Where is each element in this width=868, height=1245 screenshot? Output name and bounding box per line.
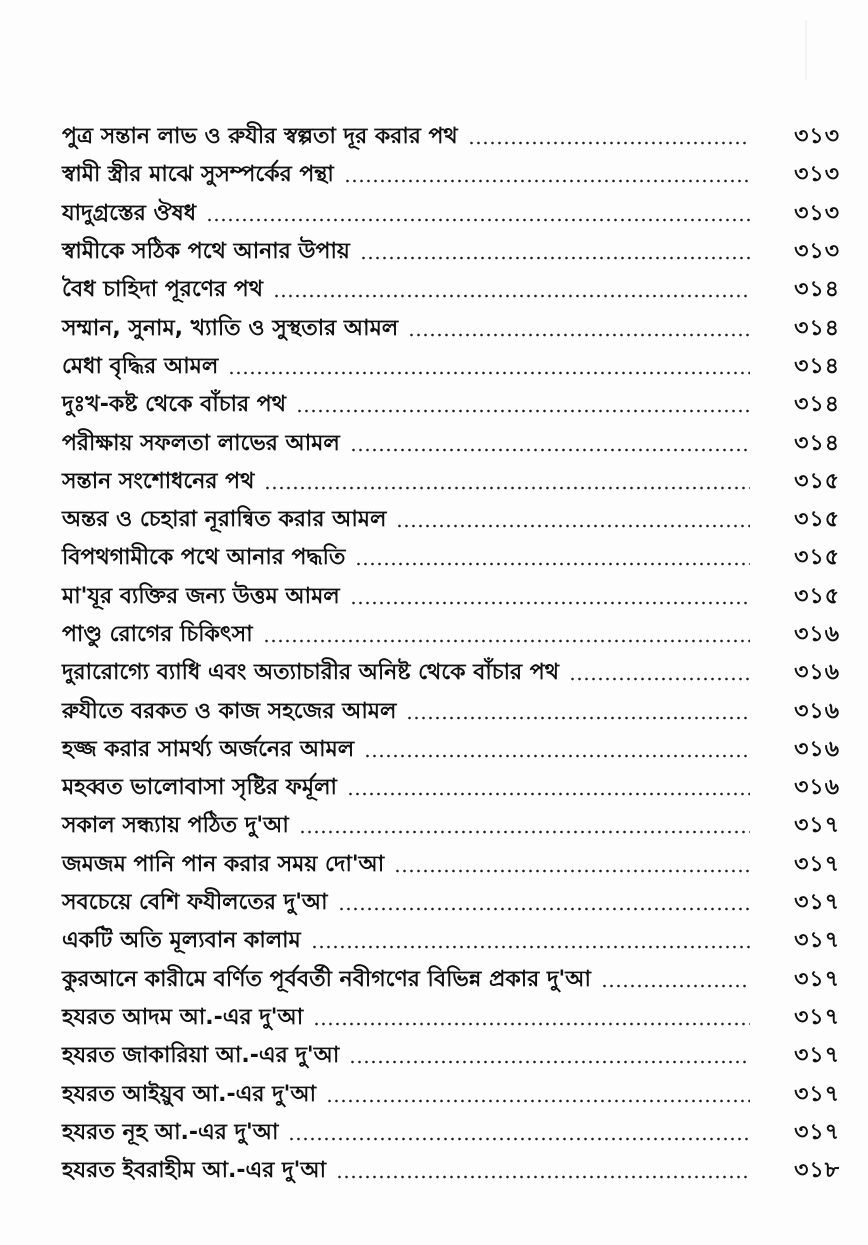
scan-artifact — [805, 20, 807, 80]
toc-entry — [62, 386, 840, 424]
toc-entry-page-number: ৩১৩ — [794, 239, 840, 265]
toc-entry-page-number: ৩১৫ — [794, 507, 840, 533]
toc-entry-title: পাণ্ডু রোগের চিকিৎসা — [62, 622, 253, 647]
dot-leader — [299, 828, 750, 836]
toc-entry-page-number: ৩১৪ — [794, 315, 840, 341]
toc-entry — [62, 578, 840, 616]
dot-leader — [569, 675, 750, 683]
dot-leader — [228, 369, 750, 377]
toc-entry-title: জমজম পানি পান করার সময় দো'আ — [62, 851, 385, 877]
toc-entry — [62, 846, 840, 884]
toc-entry — [62, 463, 840, 501]
dot-leader — [364, 752, 750, 760]
toc-entry-title: হযরত নূহ আ.-এর দু'আ — [62, 1119, 279, 1145]
toc-entry-page-number: ৩১৭ — [794, 1081, 840, 1107]
dot-leader — [263, 637, 750, 645]
toc-entry-title: হযরত ইবরাহীম আ.-এর দু'আ — [62, 1158, 326, 1184]
dot-leader — [288, 1135, 750, 1143]
toc-entry-page-number: ৩১৭ — [794, 851, 840, 877]
toc-entry-title: সবচেয়ে বেশি ফযীলতের দু'আ — [62, 890, 328, 916]
toc-entry — [62, 1114, 840, 1152]
toc-entry-page-number: ৩১৭ — [794, 1043, 840, 1069]
toc-entry-title: বিপথগামীকে পথে আনার পদ্ধতি — [62, 545, 346, 571]
toc-entry-title: হযরত জাকারিয়া আ.-এর দু'আ — [62, 1043, 340, 1069]
toc-entry-title: একটি অতি মূল্যবান কালাম — [62, 928, 301, 954]
toc-entry — [62, 539, 840, 577]
toc-entry-title: স্বামী স্ত্রীর মাঝে সুসম্পর্কের পন্থা — [62, 162, 334, 188]
toc-entry-page-number: ৩১৬ — [794, 775, 840, 801]
dot-leader — [601, 982, 750, 990]
toc-entry-page-number: ৩১৭ — [794, 1004, 840, 1030]
toc-entry-page-number: ৩১৬ — [794, 736, 840, 762]
toc-entry — [62, 118, 840, 156]
toc-entry — [62, 1152, 840, 1190]
dot-leader — [344, 177, 750, 185]
toc-entry-title: অন্তর ও চেহারা নূরান্বিত করার আমল — [62, 507, 387, 533]
toc-entry-page-number: ৩১৩ — [794, 200, 840, 226]
toc-entry — [62, 769, 840, 807]
dot-leader — [311, 943, 750, 951]
toc-entry-title: মেধা বৃদ্ধির আমল — [62, 353, 219, 379]
toc-entry — [62, 233, 840, 271]
toc-entry-page-number: ৩১৭ — [794, 890, 840, 916]
toc-entry — [62, 654, 840, 692]
toc-entry-title: সন্তান সংশোধনের পথ — [62, 468, 255, 494]
toc-entry-title: হজ্জ করার সামর্থ্য অর্জনের আমল — [62, 736, 355, 762]
toc-entry-page-number: ৩১৩ — [794, 162, 840, 188]
dot-leader — [349, 1058, 750, 1066]
toc-entry-title: পুত্র সন্তান লাভ ও রুযীর স্বল্পতা দূর করার পথ — [62, 124, 458, 150]
dot-leader — [350, 446, 750, 454]
dot-leader — [350, 599, 750, 607]
toc-entry — [62, 195, 840, 233]
dot-leader — [273, 292, 750, 300]
dot-leader — [313, 1020, 750, 1028]
toc-entry-page-number: ৩১৭ — [794, 1119, 840, 1145]
dot-leader — [296, 407, 750, 415]
toc-entry-page-number: ৩১৭ — [794, 928, 840, 954]
toc-entry-title: সম্মান, সুনাম, খ্যাতি ও সুস্থতার আমল — [62, 315, 399, 341]
toc-entry-title: যাদুগ্রস্তের ঔষধ — [62, 200, 197, 226]
dot-leader — [468, 139, 750, 147]
toc-entry-title: পরীক্ষায় সফলতা লাভের আমল — [62, 430, 340, 456]
toc-entry — [62, 501, 840, 539]
dot-leader — [406, 714, 750, 722]
toc-entry-page-number: ৩১৩ — [794, 124, 840, 150]
toc-entry-page-number: ৩১৪ — [794, 353, 840, 379]
toc-entry-title: কুরআনে কারীমে বর্ণিত পূর্ববর্তী নবীগণের বিভিন্ন প্রকার দু'আ — [62, 966, 591, 992]
toc-entry-page-number: ৩১৬ — [794, 622, 840, 647]
dot-leader — [396, 522, 750, 530]
toc-entry — [62, 692, 840, 730]
toc-entry-title: মহব্বত ভালোবাসা সৃষ্টির ফর্মূলা — [62, 775, 337, 801]
dot-leader — [336, 1173, 750, 1181]
toc-entry — [62, 1037, 840, 1075]
toc-entry — [62, 961, 840, 999]
toc-entry-page-number: ৩১৭ — [794, 813, 840, 839]
toc-entry-page-number: ৩১৫ — [794, 468, 840, 494]
toc-entry — [62, 309, 840, 347]
dot-leader — [355, 560, 750, 568]
toc-entry — [62, 616, 840, 654]
dot-leader — [338, 905, 750, 913]
toc-entry-title: দুঃখ-কষ্ট থেকে বাঁচার পথ — [62, 392, 286, 418]
dot-leader — [264, 484, 750, 492]
toc-entry — [62, 884, 840, 922]
dot-leader — [408, 331, 750, 339]
toc-entry — [62, 807, 840, 845]
toc-entry — [62, 731, 840, 769]
toc-entry-page-number: ৩১৫ — [794, 545, 840, 571]
dot-leader — [360, 254, 750, 262]
toc-entry-title: মা'যূর ব্যক্তির জন্য উত্তম আমল — [62, 583, 340, 609]
toc-entry-title: দুরারোগ্যে ব্যাধি এবং অত্যাচারীর অনিষ্ট থেকে বাঁচার পথ — [62, 660, 559, 686]
toc-entry — [62, 999, 840, 1037]
toc-entry — [62, 271, 840, 309]
dot-leader — [206, 216, 750, 224]
toc-entry — [62, 424, 840, 462]
toc-entry-title: রুযীতে বরকত ও কাজ সহজের আমল — [62, 698, 397, 724]
toc-entry — [62, 156, 840, 194]
toc-entry-page-number: ৩১৭ — [794, 966, 840, 992]
dot-leader — [347, 790, 750, 798]
toc-entry-page-number: ৩১৮ — [794, 1158, 840, 1184]
toc-entry-title: বৈধ চাহিদা পূরণের পথ — [62, 277, 263, 303]
toc-entry-page-number: ৩১৪ — [794, 392, 840, 418]
toc-entry-title: হযরত আইয়ুব আ.-এর দু'আ — [62, 1081, 317, 1107]
toc-entry — [62, 1075, 840, 1113]
toc-entry-page-number: ৩১৪ — [794, 430, 840, 456]
dot-leader — [326, 1097, 750, 1105]
toc-entry-title: হযরত আদম আ.-এর দু'আ — [62, 1004, 304, 1030]
table-of-contents — [62, 118, 840, 1190]
toc-entry-title: স্বামীকে সঠিক পথে আনার উপায় — [62, 239, 350, 265]
toc-entry-page-number: ৩১৫ — [794, 583, 840, 609]
toc-entry-page-number: ৩১৬ — [794, 698, 840, 724]
toc-entry — [62, 922, 840, 960]
toc-entry-page-number: ৩১৪ — [794, 277, 840, 303]
dot-leader — [394, 867, 750, 875]
toc-entry-title: সকাল সন্ধ্যায় পঠিত দু'আ — [62, 813, 289, 839]
toc-entry — [62, 348, 840, 386]
toc-entry-page-number: ৩১৬ — [794, 660, 840, 686]
